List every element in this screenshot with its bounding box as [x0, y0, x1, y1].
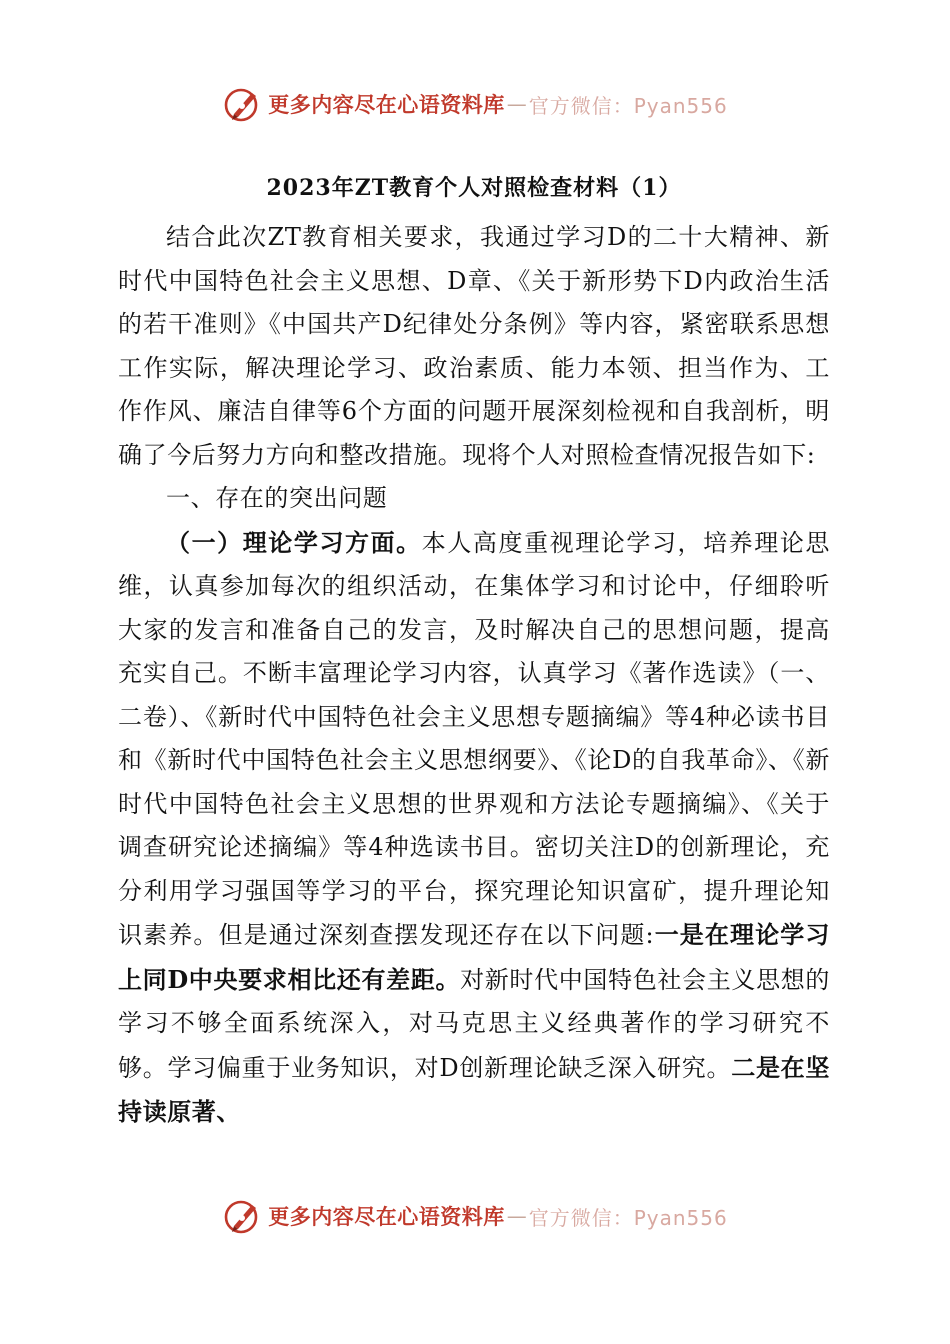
watermark-dash: —	[506, 1204, 527, 1228]
subsection-label-theory: （一）理论学习方面。	[166, 527, 422, 557]
point-two-label: 二是在坚持读原著、	[118, 1052, 830, 1126]
watermark-wechat-text: 官方微信：Pyan556	[528, 93, 728, 118]
point-one-text: 对新时代中国特色社会主义思想的学习不够全面系统深入，对马克思主义经典著作的学习研究不够。学习偏重于业务知识，对D创新理论缺乏深入研究。	[118, 965, 830, 1082]
theory-study-text: 本人高度重视理论学习，培养理论思维，认真参加每次的组织活动，在集体学习和讨论中，仔细聆听大家的发言和准备自己的发言，及时解决自己的思想问题，提高充实自己。不断丰富理论学习内容，认真学习《著作选读》（一、二卷）、《新时代中国特色社会主义思想专题摘编》等4种必读书目和《新时代中国特色社会主义思想纲要》、《论D的自我革命》、《新时代中国特色社会主义思想的世界观和方法论专题摘编》、《关于调查研究论述摘编》等4种选读书目。密切关注D的创新理论，充分利用学习强国等学习的平台，探究理论知识富矿，提升理论知识素养。但是通过深刻查摆发现还存在以下问题:	[118, 528, 830, 949]
section-heading-problems: 一、存在的突出问题	[166, 484, 388, 512]
pen-logo-icon	[222, 1196, 262, 1236]
document-title: 2023年ZT教育个人对照检查材料（1）	[266, 175, 682, 201]
document-body	[118, 168, 830, 1135]
watermark-wechat-text: 官方微信：Pyan556	[528, 1205, 728, 1230]
theory-study-paragraph	[118, 521, 830, 1135]
watermark-banner-top	[0, 82, 950, 126]
watermark-brand-text: 更多内容尽在心语资料库	[268, 1205, 505, 1229]
watermark-banner-bottom	[0, 1194, 950, 1238]
point-one-label: 一是在理论学习上同D中央要求相比还有差距。	[118, 920, 830, 994]
watermark-brand-text: 更多内容尽在心语资料库	[268, 93, 505, 117]
watermark-dash: —	[506, 92, 527, 116]
pen-logo-icon	[222, 84, 262, 124]
intro-paragraph: 结合此次ZT教育相关要求，我通过学习D的二十大精神、新时代中国特色社会主义思想、D章、《关于新形势下D内政治生活的若干准则》《中国共产D纪律处分条例》等内容，紧密联系思想工作实际，解决理论学习、政治素质、能力本领、担当作为、工作作风、廉洁自律等6个方面的问题开展深刻检视和自我剖析，明确了今后努力方向和整改措施。现将个人对照检查情况报告如下:	[118, 223, 830, 469]
